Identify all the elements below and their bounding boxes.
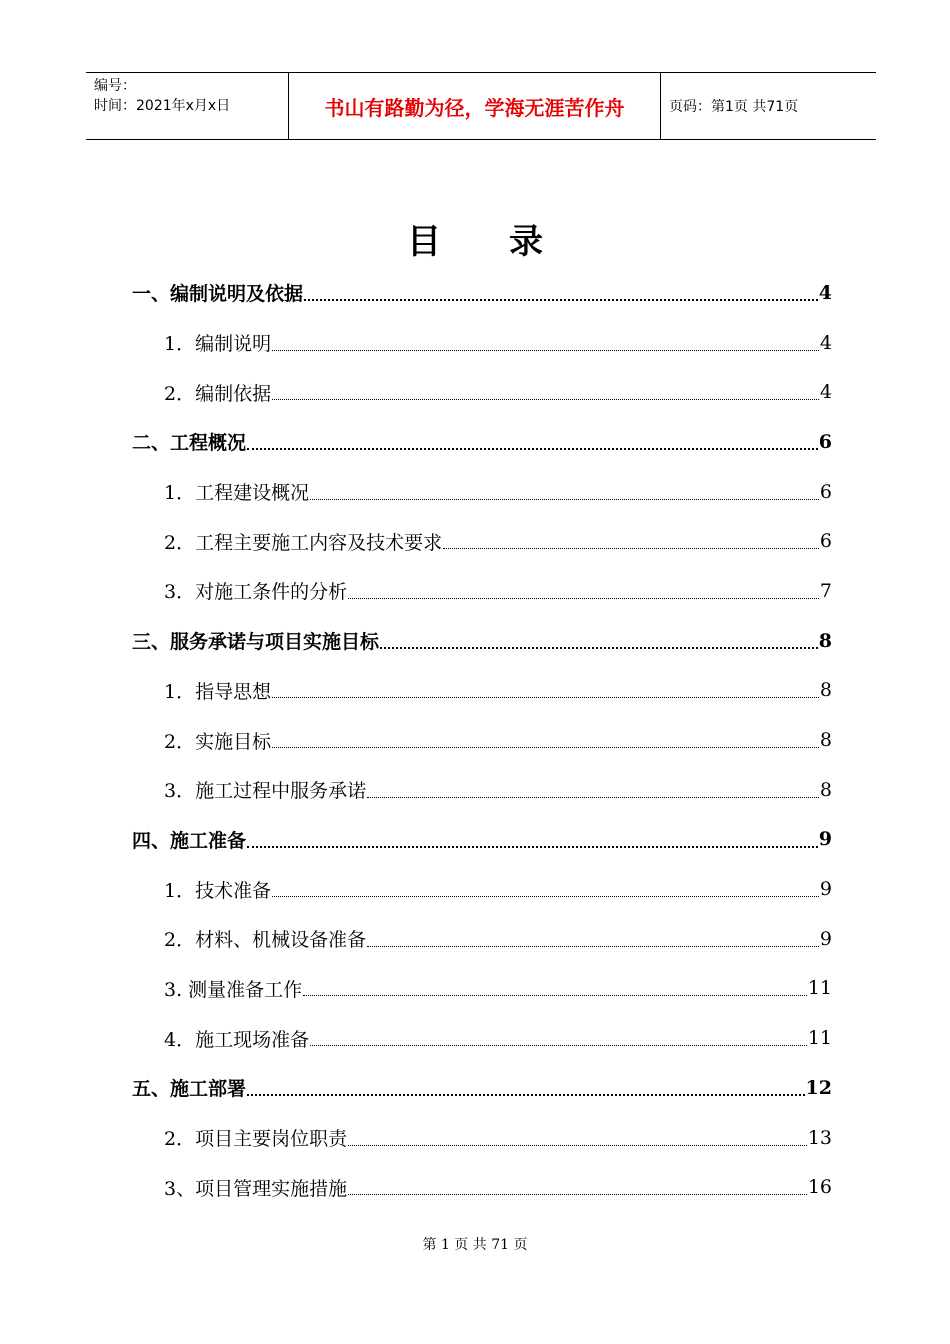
- toc-leader-dots: [348, 1144, 807, 1146]
- toc-entry[interactable]: [132, 367, 832, 417]
- toc-entry-page: 8: [818, 629, 832, 652]
- toc-leader-dots: [367, 796, 819, 798]
- toc-entry-label: 2．编制依据: [164, 382, 272, 405]
- toc-entry[interactable]: [132, 467, 832, 517]
- toc-leader-dots: [348, 1193, 807, 1195]
- toc-title: 目 录: [407, 222, 543, 262]
- toc-leader-dots: [367, 945, 819, 947]
- toc-entry-label: 2．材料、机械设备准备: [164, 929, 367, 952]
- toc-entry-page: 11: [807, 977, 832, 1000]
- toc-leader-dots: [310, 498, 819, 500]
- toc-entry-label: 1．指导思想: [164, 680, 272, 703]
- header-meta: [86, 73, 288, 139]
- toc-entry-page: 16: [807, 1176, 832, 1199]
- toc-entry-label: 1．编制说明: [164, 333, 272, 356]
- toc-entry-page: 12: [805, 1076, 832, 1099]
- toc-entry-label: 3、项目管理实施措施: [164, 1177, 348, 1200]
- toc-entry-page: 6: [819, 480, 832, 503]
- toc-entry-page: 7: [819, 579, 832, 602]
- toc-leader-dots: [348, 597, 819, 599]
- toc-entry-page: 4: [818, 281, 832, 304]
- toc-entry-label: 2．项目主要岗位职责: [164, 1128, 348, 1151]
- toc-leader-dots: [303, 994, 807, 996]
- toc-entry[interactable]: [132, 1013, 832, 1063]
- toc-entry-page: 4: [819, 331, 832, 354]
- header-time: 时间：2021年x月x日: [94, 98, 231, 114]
- page-header: [86, 72, 876, 140]
- toc-entry-page: 6: [818, 430, 832, 453]
- toc-entry[interactable]: [132, 1113, 832, 1163]
- toc-entry-label: 五、施工部署: [132, 1078, 247, 1101]
- toc-leader-dots: [310, 1044, 807, 1046]
- toc-leader-dots: [247, 1093, 805, 1096]
- toc-entry-label: 三、服务承诺与项目实施目标: [132, 631, 380, 654]
- toc-entry[interactable]: [132, 1063, 832, 1113]
- toc-entry[interactable]: [132, 616, 832, 666]
- toc-entry-page: 8: [819, 778, 832, 801]
- toc-entry-label: 3. 测量准备工作: [164, 978, 303, 1001]
- toc-entry-label: 4．施工现场准备: [164, 1028, 310, 1051]
- toc-entry[interactable]: [132, 765, 832, 815]
- toc-entry-label: 一、编制说明及依据: [132, 283, 304, 306]
- toc-entry-label: 1．工程建设概况: [164, 482, 310, 505]
- table-of-contents: [132, 268, 832, 1212]
- header-page-info: 页码：第1页 共71页: [669, 99, 799, 115]
- toc-entry-label: 2．工程主要施工内容及技术要求: [164, 531, 443, 554]
- toc-leader-dots: [272, 398, 819, 400]
- toc-entry-label: 2．实施目标: [164, 730, 272, 753]
- toc-entry[interactable]: [132, 268, 832, 318]
- toc-leader-dots: [272, 895, 819, 897]
- toc-entry[interactable]: [132, 318, 832, 368]
- toc-entry-label: 3．对施工条件的分析: [164, 581, 348, 604]
- toc-entry-label: 1．技术准备: [164, 879, 272, 902]
- toc-leader-dots: [443, 547, 819, 549]
- header-number: 编号：: [94, 78, 136, 94]
- toc-leader-dots: [272, 746, 819, 748]
- toc-entry[interactable]: [132, 516, 832, 566]
- toc-entry-label: 二、工程概况: [132, 432, 247, 455]
- toc-leader-dots: [304, 298, 818, 301]
- toc-entry-page: 9: [819, 878, 832, 901]
- toc-entry-page: 11: [807, 1027, 832, 1050]
- toc-entry-label: 3．施工过程中服务承诺: [164, 780, 367, 803]
- page-footer: 第 1 页 共 71 页: [422, 1237, 528, 1253]
- toc-leader-dots: [380, 646, 818, 649]
- toc-entry[interactable]: [132, 815, 832, 865]
- toc-entry[interactable]: [132, 864, 832, 914]
- toc-entry[interactable]: [132, 1162, 832, 1212]
- toc-entry[interactable]: [132, 417, 832, 467]
- toc-entry-page: 4: [819, 381, 832, 404]
- toc-entry-label: 四、施工准备: [132, 829, 247, 852]
- toc-entry-page: 8: [819, 679, 832, 702]
- toc-entry[interactable]: [132, 566, 832, 616]
- toc-entry-page: 6: [819, 530, 832, 553]
- toc-entry-page: 9: [819, 927, 832, 950]
- toc-leader-dots: [272, 349, 819, 351]
- toc-leader-dots: [272, 696, 819, 698]
- header-motto: 书山有路勤为径，学海无涯苦作舟: [288, 73, 661, 139]
- toc-leader-dots: [247, 845, 818, 848]
- toc-entry[interactable]: [132, 715, 832, 765]
- toc-entry-page: 9: [818, 828, 832, 851]
- toc-leader-dots: [247, 447, 818, 450]
- toc-entry[interactable]: [132, 914, 832, 964]
- toc-entry[interactable]: [132, 666, 832, 716]
- toc-entry[interactable]: [132, 964, 832, 1014]
- toc-entry-page: 13: [807, 1126, 832, 1149]
- toc-entry-page: 8: [819, 729, 832, 752]
